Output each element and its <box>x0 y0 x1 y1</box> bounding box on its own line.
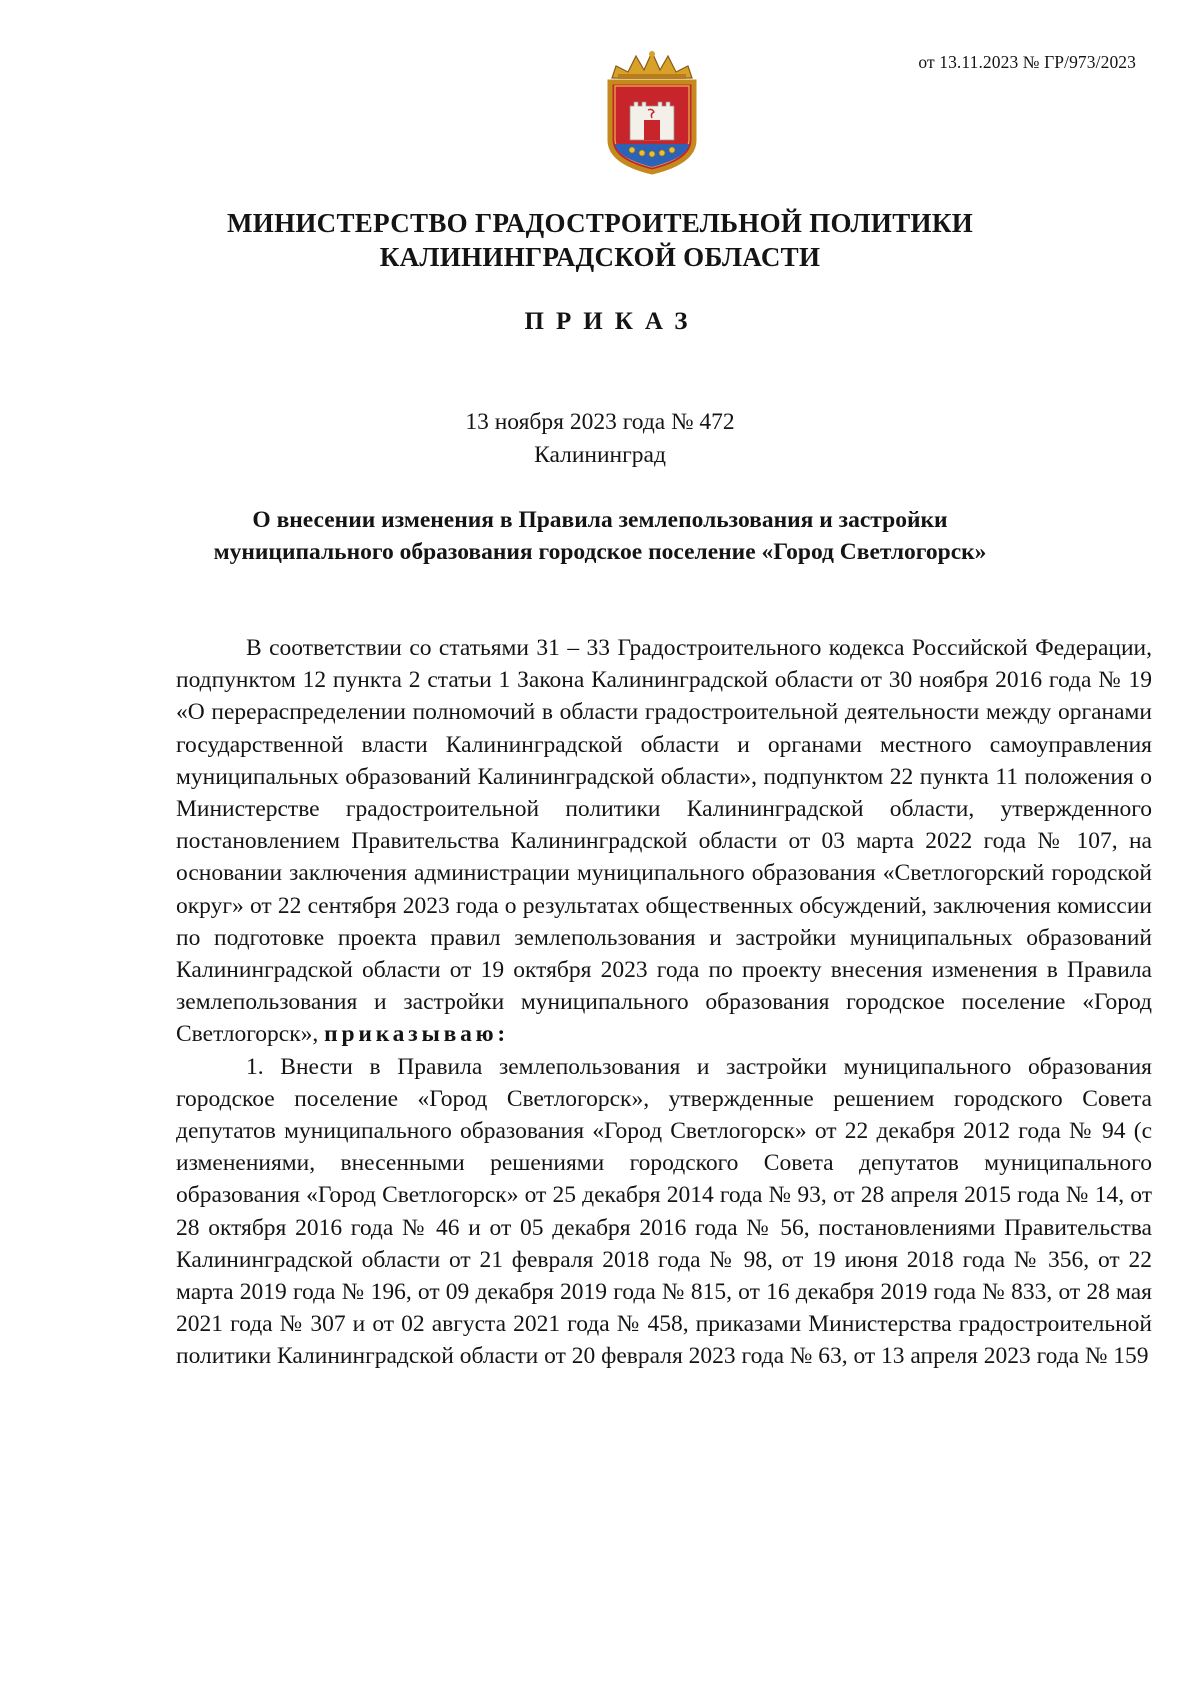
date-block <box>0 406 1200 472</box>
crown-icon <box>612 51 692 79</box>
order-command: приказываю: <box>324 1021 510 1048</box>
kaliningrad-coat-of-arms-icon <box>598 48 706 176</box>
ministry-header <box>0 206 1200 274</box>
title-line2: муниципального образования городское поселение «Город Светлогорск» <box>213 539 987 565</box>
castle-tower-icon <box>630 102 674 140</box>
ministry-line1: МИНИСТЕРСТВО ГРАДОСТРОИТЕЛЬНОЙ ПОЛИТИКИ <box>226 208 973 238</box>
item-1-text: 1. Внести в Правила землепользования и застройки муниципального образования городское поселение «Город Светлогорск», утвержденные решением городского Совета депутатов муниципального образования «Город Светлогорск» от 22 декабря 2012 года № 94 (с изменениями, внесенными решениями городского Совета депутатов муниципального образования «Город Светлогорск» от 25 декабря 2014 года № 93, от 28 апреля 2015 года № 14, от 28 октября 2016 года № 46 и от 05 декабря 2016 года № 56, постановлениями Правительства Калининградской области от 21 февраля 2018 года № 98, от 19 июня 2018 года № 356, от 22 марта 2019 года № 196, от 09 декабря 2019 года № 815, от 16 декабря 2019 года № 833, от 28 мая 2021 года № 307 и от 02 августа 2021 года № 458, приказами Министерства градостроительной политики Калининградской области от 20 февраля 2023 года № 63, от 13 апреля 2023 года № 159 <box>176 1053 1152 1370</box>
date-number: 13 ноября 2023 года № 472 <box>465 409 735 435</box>
title-line1: О внесении изменения в Правила землепользования и застройки <box>252 507 948 533</box>
item-1-paragraph <box>176 1051 1152 1373</box>
crown-band <box>618 74 686 79</box>
crown-jewel <box>649 51 655 57</box>
preamble-paragraph <box>176 632 1152 1051</box>
ministry-line2: КАЛИНИНГРАДСКОЙ ОБЛАСТИ <box>379 242 821 272</box>
document-type: ПРИКАЗ <box>524 308 700 335</box>
preamble-text: В соответствии со статьями 31 – 33 Градостроительного кодекса Российской Федерации, подпунктом 12 пункта 2 статьи 1 Закона Калининградской области от 30 ноября 2016 года № 19 «О перераспределении полномочий в области градостроительной деятельности между органами государственной власти Калининградской области и органами местного самоуправления муниципальных образований Калининградской области», подпунктом 22 пункта 11 положения о Министерстве градостроительной политики Калининградской области, утвержденного постановлением Правительства Калининградской области от 03 марта 2022 года № 107, на основании заключения администрации муниципального образования «Светлогорский городской округ» от 22 сентября 2023 года о результатах общественных обсуждений, заключения комиссии по подготовке проекта правил землепользования и застройки муниципальных образований Калининградской области от 19 октября 2023 года по проекту внесения изменения в Правила землепользования и застройки муниципального образования городское поселение «Город Светлогорск», <box>176 635 1152 1048</box>
document-body <box>176 632 1152 1373</box>
reference-number: от 13.11.2023 № ГР/973/2023 <box>918 52 1136 72</box>
document-title <box>0 504 1200 568</box>
city: Калининград <box>534 442 666 468</box>
tower-gate <box>644 120 660 140</box>
